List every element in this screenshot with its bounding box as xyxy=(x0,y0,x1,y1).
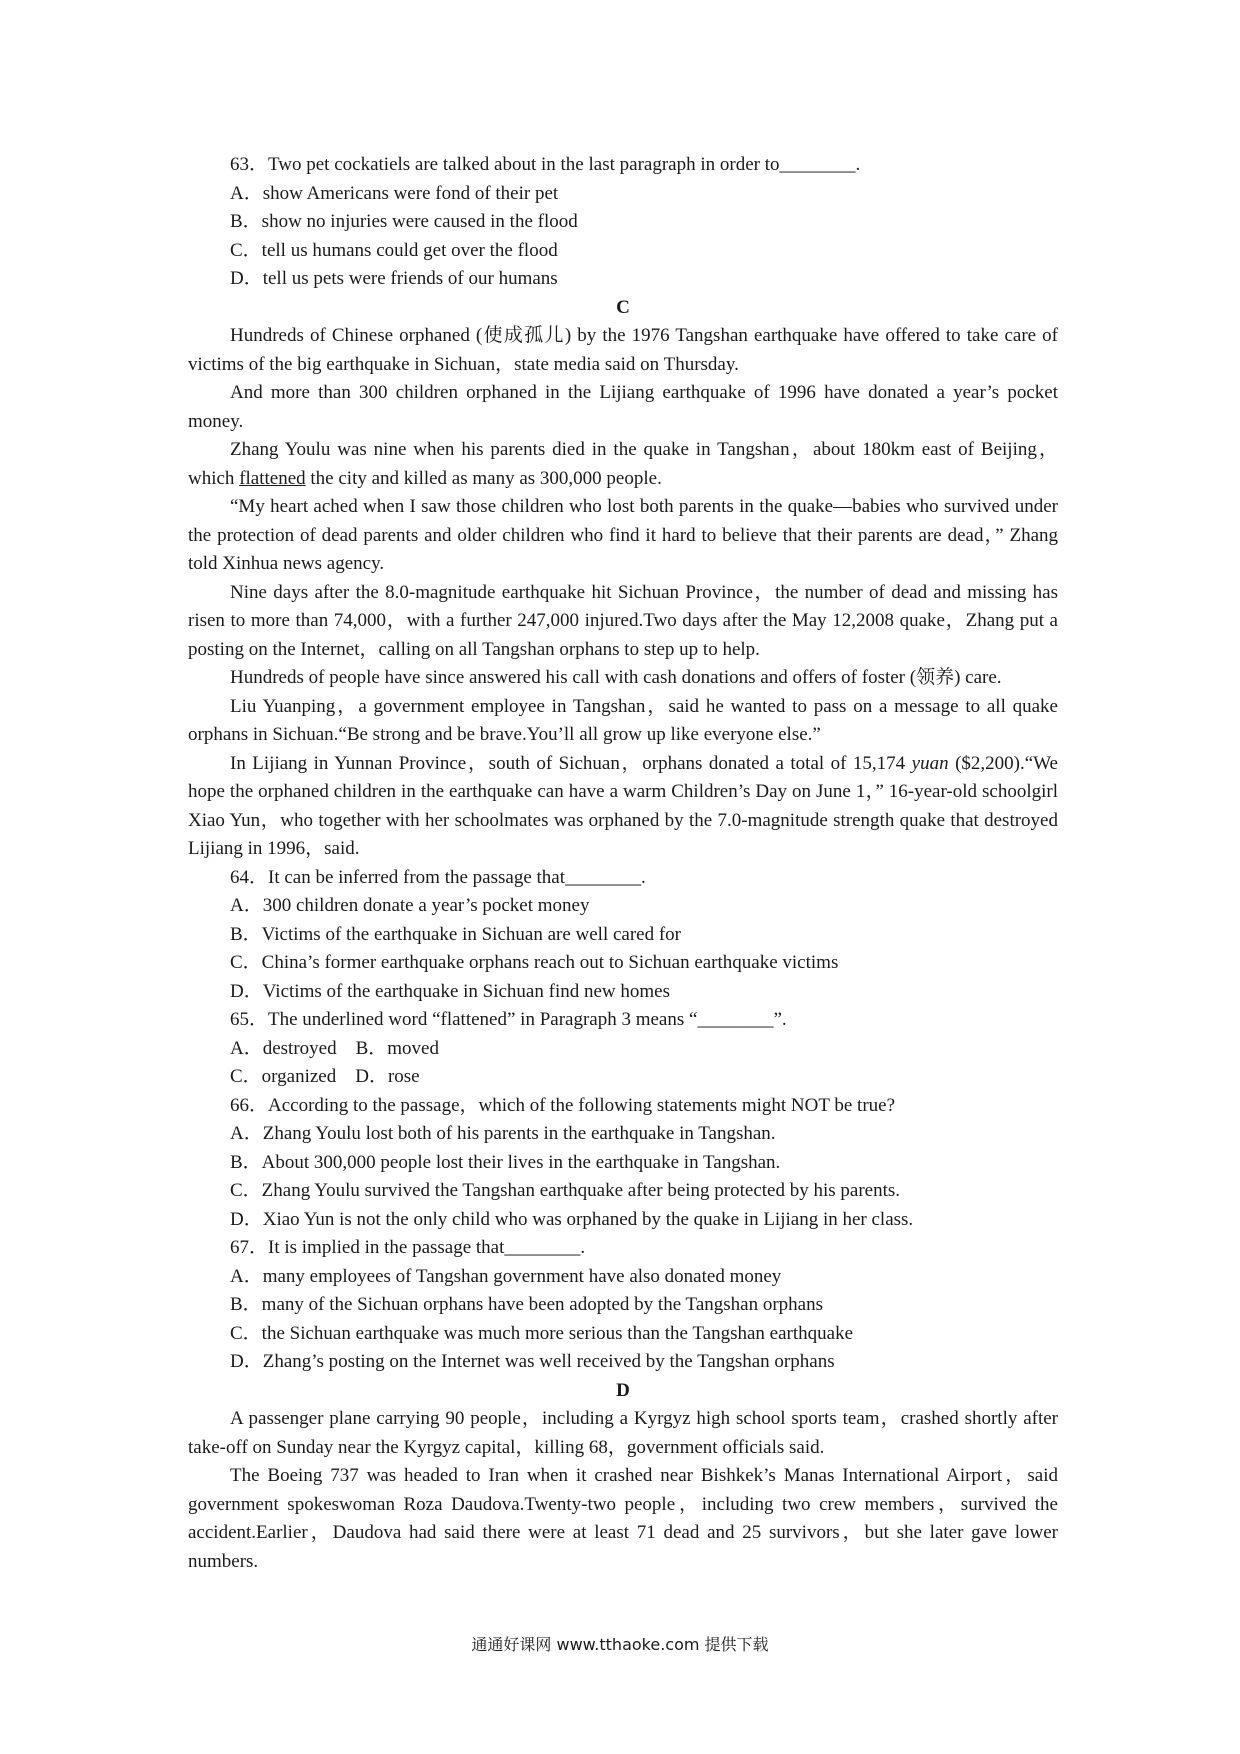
question-64 xyxy=(188,864,1058,1007)
option-b: B．Victims of the earthquake in Sichuan are well cared for xyxy=(230,923,681,945)
passage-paragraph: Liu Yuanping，a government employee in Tangshan，said he wanted to pass on a message to all quake orphans in Sichuan.“Be strong and be brave.You’ll all grow up like everyone else.” xyxy=(188,695,1058,745)
passage-paragraph xyxy=(188,436,1058,493)
section-heading-c: C xyxy=(616,296,630,318)
section-heading-d: D xyxy=(616,1379,630,1401)
option-a: A．300 children donate a year’s pocket money xyxy=(230,895,590,916)
paragraph-text: Zhang Youlu was nine when his parents died in the quake in Tangshan，about 180km east of Beijing，which xyxy=(188,439,1058,489)
passage-paragraph xyxy=(188,750,1058,864)
option-a: A．many employees of Tangshan government have also donated money xyxy=(230,1265,782,1287)
passage-d xyxy=(188,1405,1058,1576)
passage-c xyxy=(188,322,1058,864)
page-footer: 通通好课网 www.tthaoke.com 提供下载 xyxy=(471,1635,769,1654)
option-d: D．tell us pets were friends of our humans xyxy=(230,268,558,289)
question-stem: 65．The underlined word “flattened” in Paragraph 3 means “________”. xyxy=(230,1009,787,1030)
option-d: D．Victims of the earthquake in Sichuan find new homes xyxy=(230,980,670,1002)
passage-paragraph: “My heart ached when I saw those children who lost both parents in the quake—babies who survived under the protection of dead parents and older children who find it hard to believe that their parents are dead，” Zhang told Xinhua news agency. xyxy=(188,496,1058,574)
question-66 xyxy=(188,1092,1058,1235)
options-row: A．destroyed B．moved xyxy=(230,1037,439,1059)
passage-paragraph: And more than 300 children orphaned in the Lijiang earthquake of 1996 have donated a year’s pocket money. xyxy=(188,382,1058,432)
option-c: C．Zhang Youlu survived the Tangshan earthquake after being protected by his parents. xyxy=(230,1180,901,1201)
option-d: D．Zhang’s posting on the Internet was well received by the Tangshan orphans xyxy=(230,1351,835,1372)
option-a: A．Zhang Youlu lost both of his parents in the earthquake in Tangshan. xyxy=(230,1123,776,1144)
passage-paragraph: Hundreds of people have since answered his call with cash donations and offers of foster (领养) care. xyxy=(230,667,1002,688)
option-b: B．many of the Sichuan orphans have been adopted by the Tangshan orphans xyxy=(230,1294,823,1315)
paragraph-text: ($2,200).“We hope the orphaned children in the earthquake can have a warm Children’s Day on June 1，” 16-year-old schoolgirl Xiao Yun，who together with her schoolmates was orphaned by the 7.0-magnitude strength quake that destroyed Lijiang in 1996，said. xyxy=(188,752,1058,859)
options-row: C．organized D．rose xyxy=(230,1066,420,1087)
option-c: C．tell us humans could get over the flood xyxy=(230,239,558,261)
passage-paragraph: A passenger plane carrying 90 people，including a Kyrgyz high school sports team，crashed shortly after take-off on Sunday near the Kyrgyz capital，killing 68，government officials said. xyxy=(188,1408,1058,1458)
question-63 xyxy=(188,151,1058,294)
page-content xyxy=(188,151,1058,1576)
underlined-word: flattened xyxy=(239,467,306,489)
question-stem: 64．It can be inferred from the passage that________. xyxy=(230,866,646,888)
passage-paragraph: The Boeing 737 was headed to Iran when it crashed near Bishkek’s Manas International Airport，said government spokeswoman Roza Daudova.Twenty-two people，including two crew members，survived the accident.Earlier，Daudova had said there were at least 71 dead and 25 survivors，but she later gave lower numbers. xyxy=(188,1465,1058,1572)
italic-word: yuan xyxy=(911,752,949,774)
option-a: A．show Americans were fond of their pet xyxy=(230,182,559,204)
passage-paragraph: Nine days after the 8.0-magnitude earthquake hit Sichuan Province，the number of dead and missing has risen to more than 74,000，with a further 247,000 injured.Two days after the May 12,2008 quake，Zhang put a posting on the Internet，calling on all Tangshan orphans to step up to help. xyxy=(188,581,1058,660)
option-d: D．Xiao Yun is not the only child who was orphaned by the quake in Lijiang in her class. xyxy=(230,1208,914,1230)
question-stem: 66．According to the passage，which of the following statements might NOT be true? xyxy=(230,1094,896,1116)
question-stem: 63．Two pet cockatiels are talked about in the last paragraph in order to________. xyxy=(230,154,861,175)
option-b: B．show no injuries were caused in the flood xyxy=(230,211,578,232)
question-stem: 67．It is implied in the passage that________. xyxy=(230,1237,586,1258)
question-65 xyxy=(188,1006,1058,1092)
paragraph-text: the city and killed as many as 300,000 people. xyxy=(305,467,662,489)
paragraph-text: In Lijiang in Yunnan Province，south of Sichuan，orphans donated a total of 15,174 xyxy=(230,752,912,774)
option-c: C．the Sichuan earthquake was much more serious than the Tangshan earthquake xyxy=(230,1322,854,1344)
passage-paragraph: Hundreds of Chinese orphaned (使成孤儿) by the 1976 Tangshan earthquake have offered to take care of victims of the big earthquake in Sichuan，state media said on Thursday. xyxy=(188,325,1058,375)
option-b: B．About 300,000 people lost their lives in the earthquake in Tangshan. xyxy=(230,1151,781,1173)
option-c: C．China’s former earthquake orphans reach out to Sichuan earthquake victims xyxy=(230,952,839,973)
question-67 xyxy=(188,1234,1058,1377)
